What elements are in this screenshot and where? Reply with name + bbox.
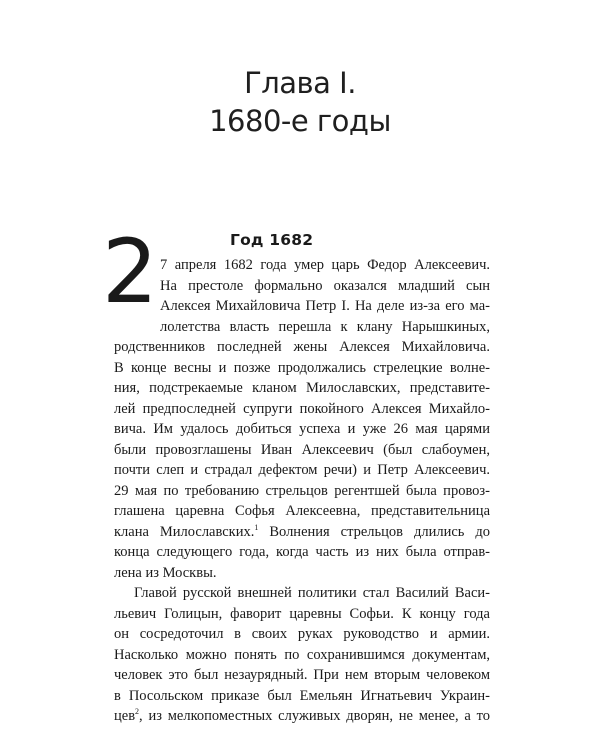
text-line [114,522,490,543]
text-line: Насколько можно понять по сохранившимся документам, [114,646,490,663]
text-line: Алексея Михайловича Петр I. На деле из-за его ма- [160,298,490,314]
text-line: ния, подстрекаемые кланом Милославских, представите- [114,380,490,396]
text-fragment: клана Милославских. [114,523,255,540]
text-line: 7 апреля 1682 года умер царь Федор Алексеевич. [160,257,490,273]
text-line: лена из Москвы. [114,564,217,581]
text-line: в Посольском приказе был Емельян Игнатьевич Украин- [114,687,490,704]
text-line: На престоле формально оказался младший сын [160,277,490,294]
text-line: конца следующего года, когда часть из них была отправ- [114,544,490,560]
text-line: родственников последней жены Алексея Михайловича. [114,339,490,355]
text-line: вича. Им удалось добиться успеха и уже 26 мая царями [114,421,490,437]
footnote-ref-1: 1 [254,522,259,532]
text-line: почти слеп и страдал дефектом речи) и Петр Алексеевич. [114,462,490,478]
text-line [114,706,490,727]
text-line: были провозглашены Иван Алексеевич (был слабоумен, [114,441,490,458]
chapter-title-line-2: 1680-е годы [209,104,391,138]
footnote-ref-2: 2 [135,707,140,717]
text-fragment: Волнения стрельцов длились до [269,523,490,540]
chapter-title [0,64,600,140]
text-line: В конце весны и позже продолжались стрелецкие волне- [114,359,490,376]
body-text [114,255,490,727]
section-heading: Год 1682 [230,231,314,249]
text-fragment: , из мелкопоместных служивых дворян, не менее, а то [139,708,490,724]
text-line: человек это был незаурядный. При нем вторым человеком [114,667,490,683]
text-line: глашена царевна Софья Алексеевна, представительница [114,503,490,519]
text-line: льевич Голицын, фаворит царевны Софьи. К концу года [114,605,490,622]
text-line: он сосредоточил в своих руках руководство и армии. [114,626,490,642]
text-line: 29 мая по требованию стрельцов регентшей была провоз- [114,482,490,499]
drop-cap: 2 [102,220,158,323]
text-line: лолетства власть перешла к клану Нарышкиных, [160,318,490,335]
text-fragment: цев [114,708,136,724]
text-line: Главой русской внешней политики стал Василий Васи- [134,585,490,601]
chapter-title-line-1: Глава I. [244,66,356,100]
text-line: лей предпоследней супруги покойного Алексея Михайло- [114,400,490,417]
